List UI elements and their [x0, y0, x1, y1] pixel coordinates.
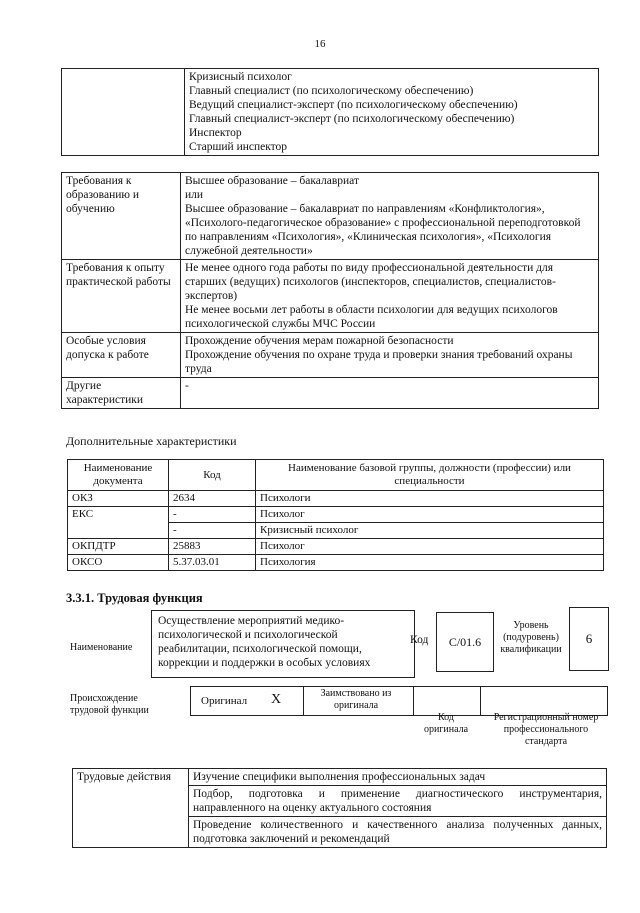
requirement-value	[181, 333, 599, 378]
reg-number-label: Регистрационный номер профессионального стандарта	[493, 712, 599, 747]
page-number: 16	[314, 38, 326, 50]
cell-code: 2634	[169, 491, 256, 507]
cell-code: 5.37.03.01	[169, 555, 256, 571]
cell-document: ЕКС	[68, 507, 169, 539]
cell-name: Психология	[256, 555, 604, 571]
origin-divider	[480, 687, 481, 715]
requirement-label: Другие характеристики	[62, 378, 181, 409]
position-item: Инспектор	[189, 127, 242, 139]
table-row	[68, 491, 604, 507]
action-item: Проведение количественного и качественного анализа полученных данных, подготовка заключений и рекомендаций	[189, 817, 607, 848]
requirement-line: Не менее восьми лет работы в области психологии для ведущих психологов психологической службы МЧС России	[185, 304, 558, 330]
function-name-label: Наименование	[70, 642, 133, 653]
additional-caption: Дополнительные характеристики	[66, 434, 237, 448]
level-label: Уровень (подуровень) квалификации	[500, 620, 562, 655]
action-item: Изучение специфики выполнения профессиональных задач	[189, 769, 607, 786]
level-box	[569, 607, 609, 671]
function-name-box	[151, 610, 415, 678]
table-row	[73, 769, 607, 786]
requirement-line: Высшее образование – бакалавриат по направлениям «Конфликтология», «Психолого-педагогическое образование» с профессиональной переподготовкой по направлениям «Психология», «Клиническая психология», «Психология служебной деятельности»	[185, 203, 581, 257]
requirement-line: -	[185, 380, 189, 392]
cell-code: -	[169, 523, 256, 539]
requirement-row-admission	[62, 333, 599, 378]
header-code: Код	[169, 460, 256, 491]
table-row	[68, 555, 604, 571]
function-code-value: С/01.6	[448, 634, 482, 649]
original-mark: X	[271, 692, 282, 707]
cell-document: ОКПДТР	[68, 539, 169, 555]
table-row	[68, 539, 604, 555]
origin-label: Происхождение трудовой функции	[70, 693, 149, 716]
requirement-row-education	[62, 173, 599, 260]
requirement-value	[181, 173, 599, 260]
cell-name: Кризисный психолог	[256, 523, 604, 539]
requirement-value	[181, 260, 599, 333]
actions-label: Трудовые действия	[73, 769, 189, 848]
original-label: Оригинал	[201, 695, 248, 707]
requirement-label: Особые условия допуска к работе	[62, 333, 181, 378]
cell-name: Психолог	[256, 507, 604, 523]
requirement-label: Требования к опыту практической работы	[62, 260, 181, 333]
requirement-value	[181, 378, 599, 409]
requirement-line: Прохождение обучения мерам пожарной безопасности	[185, 335, 454, 347]
origin-divider	[413, 687, 414, 715]
requirement-line: или	[185, 189, 204, 201]
function-name-value: Осуществление мероприятий медико-психологической и психологической реабилитации, психологической помощи, коррекции и поддержки в особых условиях	[158, 615, 371, 669]
positions-list-cell	[185, 69, 599, 156]
cell-name: Психолог	[256, 539, 604, 555]
requirements-table	[61, 172, 599, 409]
additional-table	[67, 459, 604, 571]
position-item: Главный специалист (по психологическому обеспечению)	[189, 85, 474, 97]
positions-table	[61, 68, 599, 156]
origin-code-label: Код оригинала	[423, 712, 469, 735]
action-item: Подбор, подготовка и применение диагностического инструментария, направленного на оценку актуального состояния	[189, 786, 607, 817]
requirement-row-other	[62, 378, 599, 409]
requirement-line: Высшее образование – бакалавриат	[185, 175, 359, 187]
cell-code: 25883	[169, 539, 256, 555]
additional-header-row	[68, 460, 604, 491]
cell-code: -	[169, 507, 256, 523]
cell-document: ОКСО	[68, 555, 169, 571]
positions-label-cell	[62, 69, 185, 156]
function-code-box	[436, 612, 494, 672]
position-item: Старший инспектор	[189, 141, 288, 153]
function-code-label: Код	[410, 634, 429, 646]
cell-document: ОКЗ	[68, 491, 169, 507]
requirement-row-experience	[62, 260, 599, 333]
level-value: 6	[585, 631, 593, 646]
header-name: Наименование базовой группы, должности (профессии) или специальности	[256, 460, 604, 491]
header-document: Наименование документа	[68, 460, 169, 491]
position-item: Ведущий специалист-эксперт (по психологическому обеспечению)	[189, 99, 518, 111]
origin-divider	[303, 687, 304, 715]
borrowed-label: Заимствовано из оригинала	[320, 688, 392, 711]
cell-name: Психологи	[256, 491, 604, 507]
requirement-line: Не менее одного года работы по виду профессиональной деятельности для старших (ведущих) психологов (инспекторов, специалистов, специалистов-экспертов)	[185, 262, 556, 302]
section-title: 3.3.1. Трудовая функция	[66, 591, 203, 605]
requirement-line: Прохождение обучения по охране труда и проверки знания требований охраны труда	[185, 349, 573, 375]
table-row	[68, 507, 604, 523]
position-item: Кризисный психолог	[189, 71, 292, 83]
requirement-label: Требования к образованию и обучению	[62, 173, 181, 260]
actions-table	[72, 768, 607, 848]
position-item: Главный специалист-эксперт (по психологическому обеспечению)	[189, 113, 515, 125]
